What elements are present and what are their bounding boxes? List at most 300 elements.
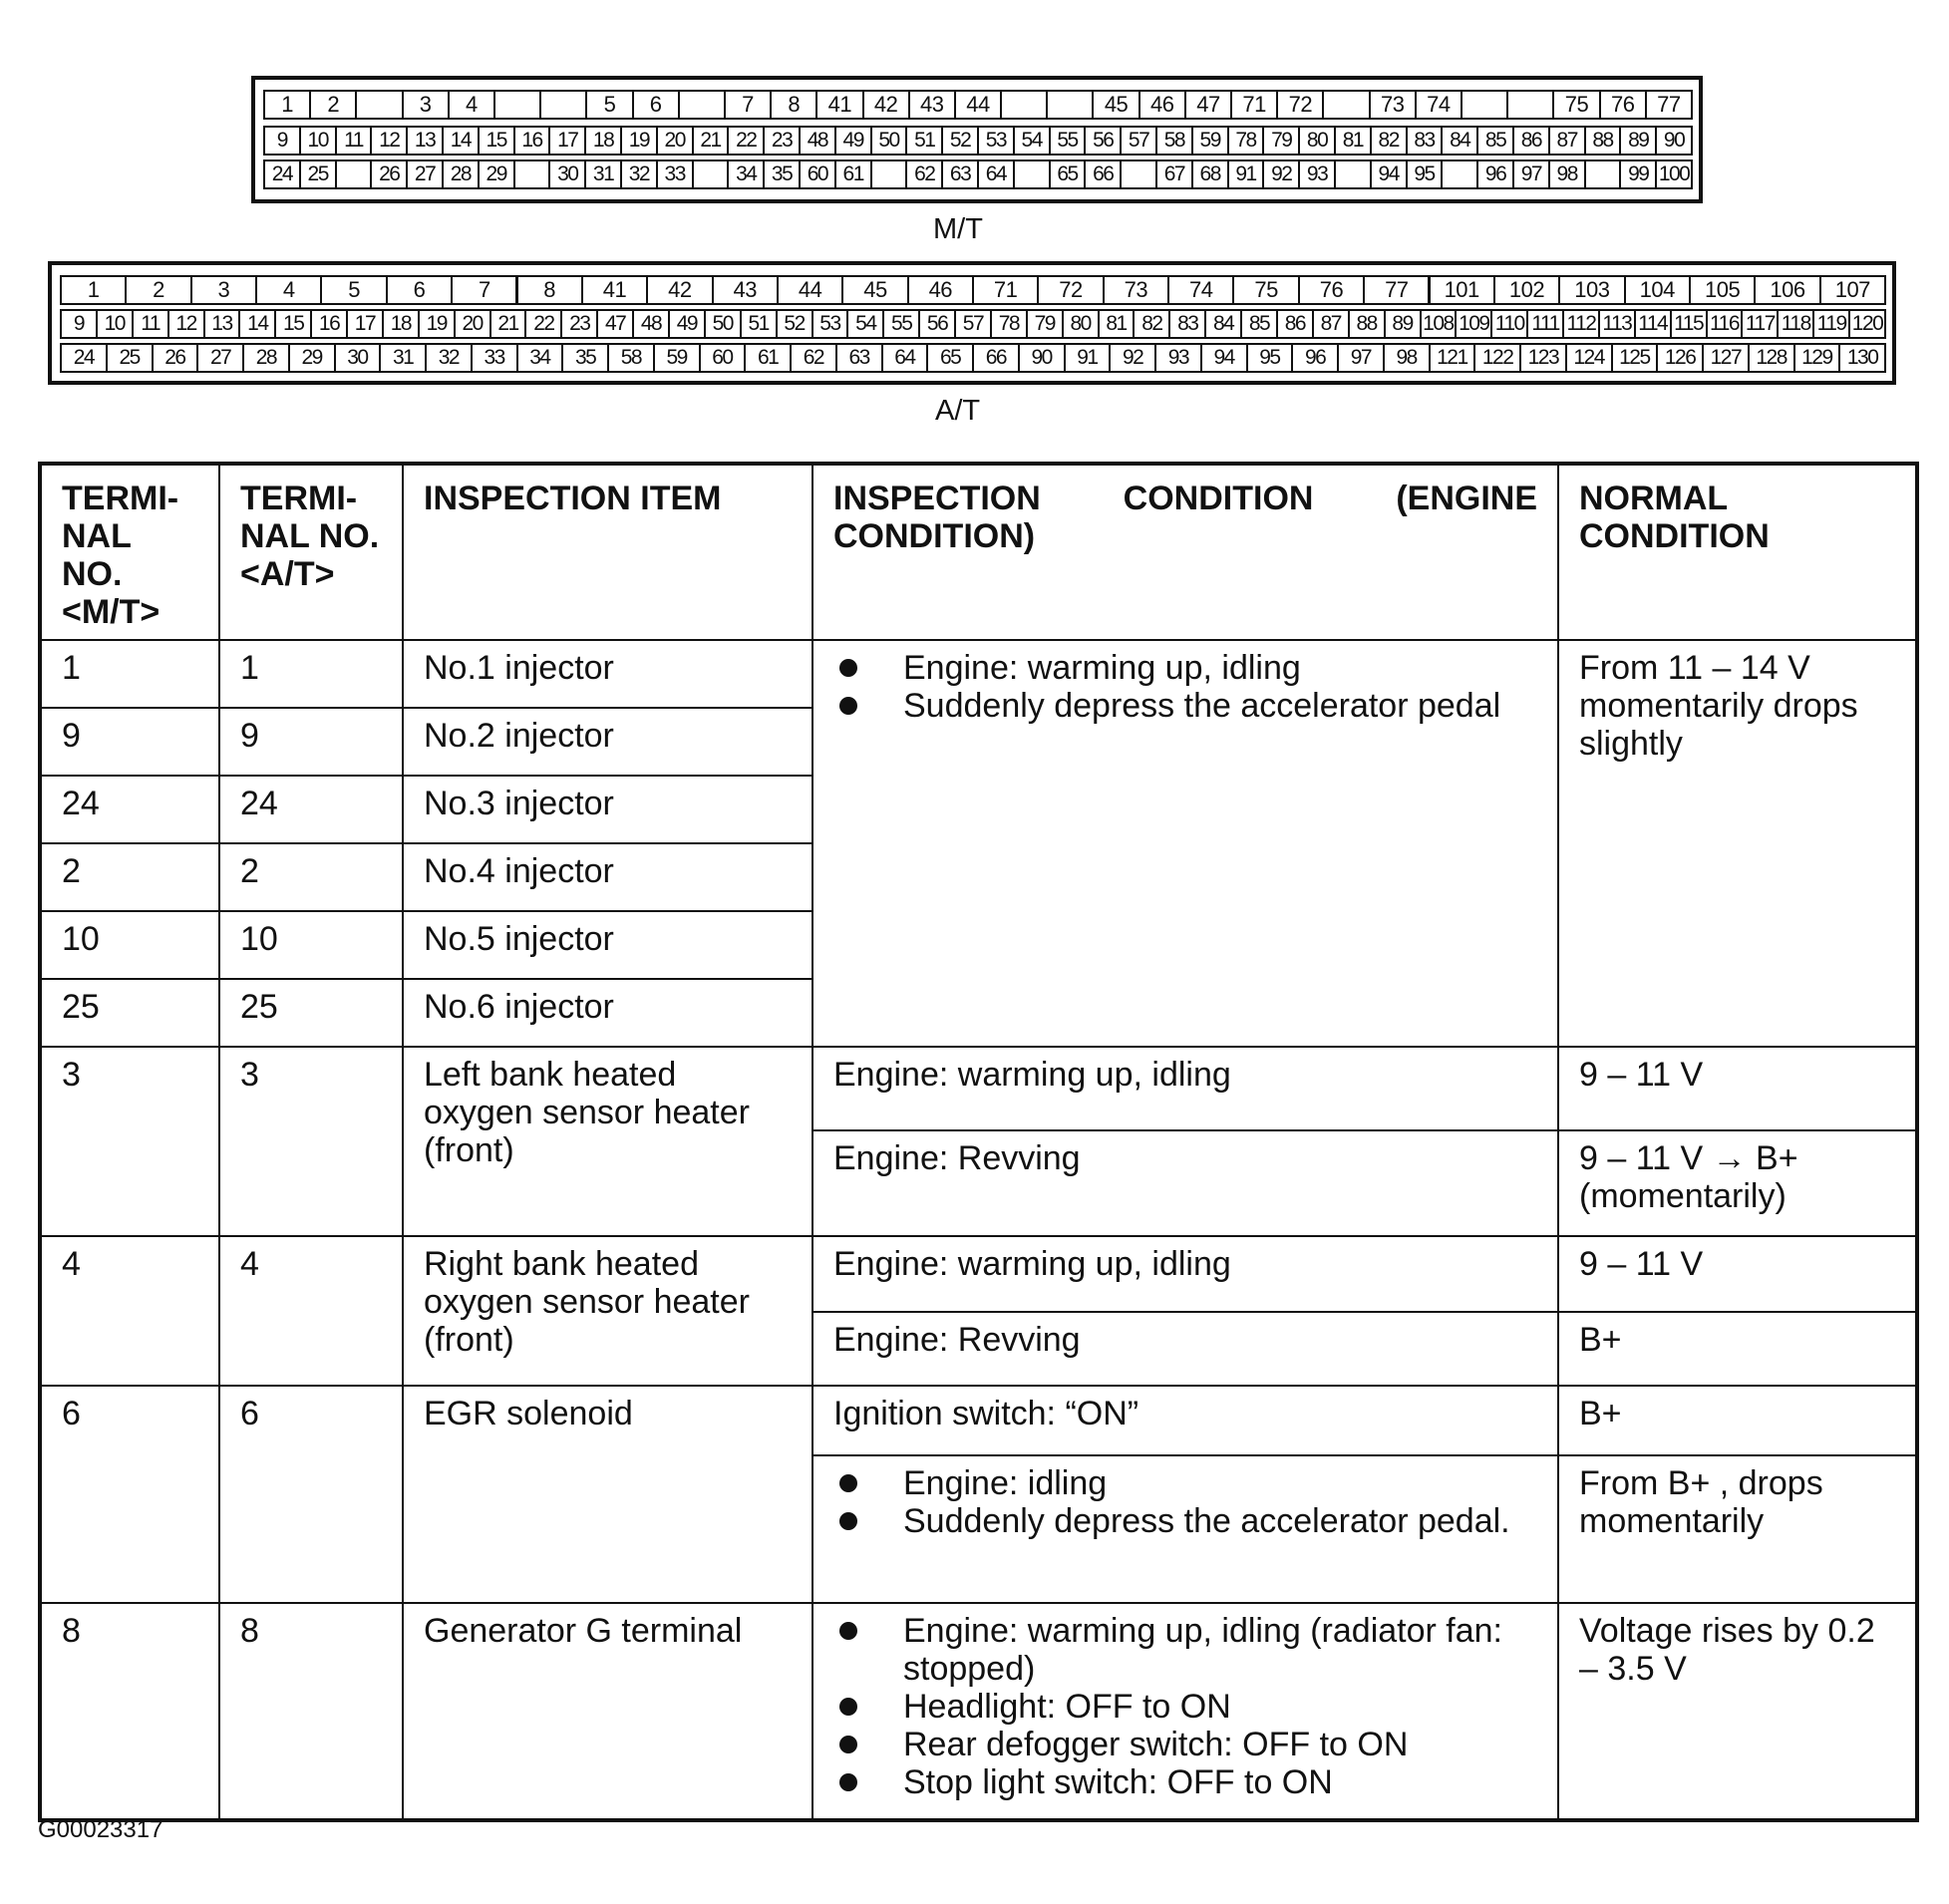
connector-pin: 65 [1049, 159, 1087, 189]
header-cond-word-4: CONDITION) [833, 517, 1036, 555]
connector-pin: 1 [60, 275, 127, 305]
connector-pin: 66 [1084, 159, 1122, 189]
normal-condition: 9 – 11 V [1558, 1047, 1917, 1130]
connector-pin-blank [1000, 90, 1048, 120]
injector-condition-list [833, 649, 1537, 725]
terminal-at: 10 [219, 911, 403, 979]
connector-pin-blank [1506, 90, 1554, 120]
connector-pin: 21 [489, 309, 527, 339]
connector-pin: 60 [799, 159, 836, 189]
at-connector-row-3 [60, 343, 1884, 375]
list-item: Engine: warming up, idling (radiator fan: stopped) [833, 1612, 1537, 1688]
connector-pin: 16 [310, 309, 348, 339]
connector-pin: 68 [1191, 159, 1229, 189]
connector-pin: 93 [1154, 343, 1202, 373]
terminal-mt: 24 [40, 776, 219, 843]
connector-pin: 54 [846, 309, 884, 339]
connector-pin: 94 [1370, 159, 1408, 189]
connector-pin-blank [1461, 90, 1508, 120]
connector-pin: 17 [548, 126, 586, 156]
header-terminal-mt: TERMI-NAL NO. <M/T> [40, 464, 219, 640]
connector-pin: 106 [1754, 275, 1820, 305]
connector-pin: 42 [862, 90, 910, 120]
connector-pin: 67 [1155, 159, 1193, 189]
connector-pin: 93 [1298, 159, 1336, 189]
list-item: Engine: warming up, idling [833, 649, 1537, 687]
terminal-mt: 1 [40, 640, 219, 708]
connector-pin: 46 [1138, 90, 1186, 120]
connector-pin-blank [870, 159, 908, 189]
connector-pin: 3 [402, 90, 450, 120]
connector-pin: 60 [699, 343, 747, 373]
connector-pin: 51 [905, 126, 943, 156]
connector-pin: 82 [1133, 309, 1170, 339]
inspection-condition: Engine: Revving [812, 1312, 1558, 1386]
connector-pin-blank [1322, 90, 1370, 120]
connector-pin: 90 [1655, 126, 1693, 156]
connector-pin: 97 [1337, 343, 1385, 373]
table-row [40, 1603, 1917, 1820]
connector-pin: 14 [442, 126, 480, 156]
mt-connector-row-2 [263, 126, 1691, 158]
connector-pin: 77 [1645, 90, 1693, 120]
connector-pin: 55 [1049, 126, 1087, 156]
connector-pin: 18 [584, 126, 622, 156]
connector-pin: 127 [1702, 343, 1750, 373]
mt-connector-row-3 [263, 159, 1691, 191]
normal-condition: B+ [1558, 1386, 1917, 1455]
connector-pin: 82 [1370, 126, 1408, 156]
connector-pin: 49 [834, 126, 872, 156]
connector-pin: 55 [882, 309, 920, 339]
connector-pin: 94 [1200, 343, 1248, 373]
connector-pin: 23 [763, 126, 801, 156]
connector-pin: 27 [196, 343, 244, 373]
connector-pin: 52 [941, 126, 979, 156]
connector-pin: 91 [1227, 159, 1265, 189]
connector-pin: 81 [1098, 309, 1136, 339]
connector-pin: 34 [516, 343, 564, 373]
terminal-at: 24 [219, 776, 403, 843]
at-connector-row-1 [60, 275, 1884, 307]
terminal-mt: 9 [40, 708, 219, 776]
connector-pin: 95 [1246, 343, 1294, 373]
list-item: Headlight: OFF to ON [833, 1688, 1537, 1726]
table-row [40, 1047, 1917, 1130]
connector-pin: 85 [1240, 309, 1278, 339]
connector-pin: 87 [1548, 126, 1586, 156]
connector-pin: 86 [1276, 309, 1314, 339]
connector-pin: 30 [548, 159, 586, 189]
inspection-condition: Engine: warming up, idling [812, 1236, 1558, 1312]
inspection-table [38, 462, 1919, 1822]
connector-pin: 71 [972, 275, 1039, 305]
connector-pin: 23 [560, 309, 598, 339]
table-row [40, 1236, 1917, 1312]
inspection-item: No.5 injector [403, 911, 812, 979]
connector-pin: 9 [263, 126, 301, 156]
connector-pin: 46 [907, 275, 974, 305]
connector-pin: 112 [1562, 309, 1600, 339]
injector-normal-condition: From 11 – 14 V momentarily drops slightly [1558, 640, 1917, 1047]
connector-pin: 116 [1706, 309, 1744, 339]
list-item: Suddenly depress the accelerator pedal. [833, 1502, 1537, 1540]
at-connector-caption: A/T [935, 395, 981, 427]
connector-pin: 6 [386, 275, 453, 305]
connector-pin: 110 [1490, 309, 1528, 339]
connector-pin: 84 [1204, 309, 1242, 339]
connector-pin-blank [539, 90, 587, 120]
connector-pin: 35 [763, 159, 801, 189]
connector-pin: 96 [1291, 343, 1339, 373]
terminal-at: 25 [219, 979, 403, 1047]
connector-pin: 122 [1473, 343, 1521, 373]
connector-pin: 13 [203, 309, 241, 339]
inspection-item: No.6 injector [403, 979, 812, 1047]
connector-pin: 95 [1406, 159, 1444, 189]
mt-connector-row-1 [263, 90, 1691, 122]
connector-pin: 66 [972, 343, 1020, 373]
connector-pin: 125 [1611, 343, 1659, 373]
connector-pin: 11 [335, 126, 373, 156]
connector-pin: 64 [977, 159, 1015, 189]
connector-pin: 41 [815, 90, 863, 120]
table-row [40, 1386, 1917, 1455]
connector-pin: 4 [255, 275, 322, 305]
inspection-condition: Ignition switch: “ON” [812, 1386, 1558, 1455]
connector-pin: 109 [1455, 309, 1492, 339]
connector-pin: 13 [406, 126, 444, 156]
connector-pin: 58 [1155, 126, 1193, 156]
connector-pin: 14 [238, 309, 276, 339]
mt-connector-caption: M/T [933, 213, 983, 245]
connector-pin: 33 [471, 343, 518, 373]
terminal-mt: 3 [40, 1047, 219, 1236]
terminal-at: 9 [219, 708, 403, 776]
connector-pin: 16 [513, 126, 551, 156]
connector-pin: 107 [1819, 275, 1886, 305]
connector-pin-blank [692, 159, 730, 189]
connector-pin: 50 [870, 126, 908, 156]
connector-pin: 48 [632, 309, 670, 339]
terminal-mt: 10 [40, 911, 219, 979]
connector-pin: 92 [1109, 343, 1156, 373]
connector-pin: 104 [1624, 275, 1691, 305]
connector-pin: 123 [1519, 343, 1567, 373]
normal-condition: 9 – 11 V → B+ (momentarily) [1558, 1130, 1917, 1236]
connector-pin: 119 [1812, 309, 1850, 339]
connector-pin: 19 [418, 309, 456, 339]
connector-pin: 27 [406, 159, 444, 189]
connector-pin: 2 [309, 90, 357, 120]
connector-pin: 97 [1512, 159, 1550, 189]
connector-pin: 126 [1656, 343, 1704, 373]
connector-pin: 73 [1103, 275, 1169, 305]
inspection-condition [812, 1603, 1558, 1820]
connector-pin: 59 [653, 343, 701, 373]
header-inspection-condition [812, 464, 1558, 640]
connector-pin: 129 [1793, 343, 1841, 373]
terminal-at: 4 [219, 1236, 403, 1386]
connector-pin: 124 [1565, 343, 1613, 373]
connector-pin: 32 [425, 343, 473, 373]
inspection-item: Right bank heated oxygen sensor heater (front) [403, 1236, 812, 1386]
connector-pin: 44 [954, 90, 1002, 120]
connector-pin: 85 [1476, 126, 1514, 156]
connector-pin: 42 [646, 275, 713, 305]
connector-pin: 15 [274, 309, 312, 339]
connector-pin: 58 [607, 343, 655, 373]
connector-pin: 87 [1312, 309, 1350, 339]
connector-pin: 74 [1167, 275, 1234, 305]
inspection-item: EGR solenoid [403, 1386, 812, 1603]
connector-pin: 59 [1191, 126, 1229, 156]
connector-pin: 79 [1262, 126, 1300, 156]
connector-pin-blank [335, 159, 373, 189]
connector-pin: 54 [1013, 126, 1051, 156]
connector-pin: 108 [1420, 309, 1458, 339]
connector-pin-blank [1046, 90, 1094, 120]
terminal-at: 6 [219, 1386, 403, 1603]
connector-pin: 43 [908, 90, 956, 120]
terminal-mt: 6 [40, 1386, 219, 1603]
connector-pin: 49 [668, 309, 706, 339]
connector-pin: 105 [1689, 275, 1756, 305]
connector-pin: 83 [1168, 309, 1206, 339]
connector-pin: 3 [190, 275, 257, 305]
connector-pin: 74 [1415, 90, 1462, 120]
connector-pin: 21 [692, 126, 730, 156]
connector-pin: 45 [841, 275, 908, 305]
header-inspection-item: INSPECTION ITEM [403, 464, 812, 640]
connector-pin-blank [1584, 159, 1622, 189]
connector-pin: 92 [1262, 159, 1300, 189]
connector-pin: 75 [1232, 275, 1299, 305]
mt-connector-diagram [251, 76, 1703, 203]
connector-pin: 63 [941, 159, 979, 189]
connector-pin: 117 [1741, 309, 1779, 339]
connector-pin: 89 [1619, 126, 1657, 156]
inspection-item: No.3 injector [403, 776, 812, 843]
list-item: Stop light switch: OFF to ON [833, 1763, 1537, 1801]
list-item: Rear defogger switch: OFF to ON [833, 1726, 1537, 1763]
connector-pin: 26 [370, 159, 408, 189]
connector-pin: 89 [1384, 309, 1422, 339]
connector-pin: 12 [370, 126, 408, 156]
connector-pin: 30 [334, 343, 382, 373]
at-connector-row-2 [60, 309, 1884, 341]
connector-pin: 98 [1548, 159, 1586, 189]
connector-pin: 47 [1184, 90, 1232, 120]
connector-pin: 91 [1064, 343, 1112, 373]
connector-pin: 90 [1018, 343, 1066, 373]
connector-pin: 113 [1598, 309, 1636, 339]
connector-pin: 88 [1348, 309, 1386, 339]
connector-pin: 28 [242, 343, 290, 373]
connector-pin: 9 [60, 309, 98, 339]
connector-pin: 11 [132, 309, 169, 339]
connector-pin: 102 [1493, 275, 1560, 305]
connector-pin: 103 [1558, 275, 1625, 305]
connector-pin: 84 [1441, 126, 1478, 156]
connector-pin: 48 [799, 126, 836, 156]
terminal-mt: 4 [40, 1236, 219, 1386]
connector-pin-blank [1120, 159, 1157, 189]
connector-pin-blank [513, 159, 551, 189]
connector-pin: 7 [724, 90, 772, 120]
connector-pin: 2 [125, 275, 191, 305]
connector-pin: 78 [990, 309, 1028, 339]
connector-pin: 118 [1777, 309, 1814, 339]
connector-pin: 72 [1037, 275, 1104, 305]
connector-pin: 17 [346, 309, 384, 339]
connector-pin: 33 [656, 159, 694, 189]
connector-pin: 32 [620, 159, 658, 189]
inspection-item: No.4 injector [403, 843, 812, 911]
list-item: Suddenly depress the accelerator pedal [833, 687, 1537, 725]
connector-pin: 61 [744, 343, 792, 373]
connector-pin: 24 [60, 343, 108, 373]
connector-pin: 45 [1092, 90, 1139, 120]
header-cond-word-3: (ENGINE [1396, 479, 1537, 517]
connector-pin: 99 [1619, 159, 1657, 189]
connector-pin: 56 [918, 309, 956, 339]
connector-pin: 128 [1748, 343, 1795, 373]
connector-pin: 20 [656, 126, 694, 156]
connector-pin: 83 [1406, 126, 1444, 156]
connector-pin: 50 [704, 309, 742, 339]
terminal-mt: 25 [40, 979, 219, 1047]
terminal-at: 8 [219, 1603, 403, 1820]
terminal-at: 1 [219, 640, 403, 708]
header-cond-word-1: INSPECTION [833, 479, 1041, 517]
list-item: Engine: idling [833, 1464, 1537, 1502]
connector-pin: 56 [1084, 126, 1122, 156]
connector-pin: 5 [320, 275, 387, 305]
inspection-item: No.2 injector [403, 708, 812, 776]
connector-pin: 1 [263, 90, 311, 120]
connector-pin: 53 [977, 126, 1015, 156]
connector-pin: 52 [776, 309, 813, 339]
connector-pin: 18 [382, 309, 420, 339]
connector-pin: 8 [770, 90, 817, 120]
connector-pin: 120 [1848, 309, 1886, 339]
at-connector-diagram [48, 261, 1896, 385]
connector-pin: 15 [478, 126, 515, 156]
connector-pin: 41 [581, 275, 648, 305]
header-normal-condition: NORMAL CONDITION [1558, 464, 1917, 640]
connector-pin: 86 [1512, 126, 1550, 156]
connector-pin: 76 [1599, 90, 1647, 120]
figure-id: G00023317 [38, 1816, 163, 1843]
connector-pin: 12 [167, 309, 205, 339]
connector-pin: 73 [1369, 90, 1417, 120]
inspection-item: Left bank heated oxygen sensor heater (front) [403, 1047, 812, 1236]
connector-pin: 100 [1655, 159, 1693, 189]
connector-pin: 29 [478, 159, 515, 189]
connector-pin: 26 [152, 343, 199, 373]
inspection-condition: Engine: Revving [812, 1130, 1558, 1236]
connector-pin: 80 [1062, 309, 1100, 339]
connector-pin: 10 [299, 126, 337, 156]
connector-pin: 76 [1298, 275, 1365, 305]
connector-pin: 25 [106, 343, 154, 373]
connector-pin: 10 [96, 309, 134, 339]
table-row [40, 640, 1917, 708]
normal-condition: From B+ , drops momentarily [1558, 1455, 1917, 1603]
connector-pin: 88 [1584, 126, 1622, 156]
connector-pin: 101 [1429, 275, 1495, 305]
connector-pin: 4 [448, 90, 495, 120]
connector-pin: 115 [1670, 309, 1708, 339]
connector-pin: 28 [442, 159, 480, 189]
egr-condition-list [833, 1464, 1537, 1540]
connector-pin-blank [355, 90, 403, 120]
connector-pin: 81 [1334, 126, 1372, 156]
connector-pin: 31 [584, 159, 622, 189]
connector-pin-blank [1013, 159, 1051, 189]
injector-condition [812, 640, 1558, 1047]
connector-pin: 29 [288, 343, 336, 373]
connector-pin: 96 [1476, 159, 1514, 189]
connector-pin: 47 [596, 309, 634, 339]
connector-pin: 22 [524, 309, 562, 339]
inspection-condition: Engine: warming up, idling [812, 1047, 1558, 1130]
connector-pin: 19 [620, 126, 658, 156]
connector-pin: 51 [740, 309, 778, 339]
connector-pin: 61 [834, 159, 872, 189]
connector-pin: 72 [1276, 90, 1324, 120]
normal-condition: 9 – 11 V [1558, 1236, 1917, 1312]
connector-pin: 53 [812, 309, 849, 339]
normal-condition: Voltage rises by 0.2 – 3.5 V [1558, 1603, 1917, 1820]
connector-pin: 71 [1230, 90, 1278, 120]
inspection-condition [812, 1455, 1558, 1603]
connector-pin-blank [678, 90, 726, 120]
header-terminal-at: TERMI-NAL NO. <A/T> [219, 464, 403, 640]
connector-pin: 63 [835, 343, 883, 373]
connector-pin: 57 [954, 309, 992, 339]
connector-pin: 8 [516, 275, 583, 305]
connector-pin-blank [1441, 159, 1478, 189]
connector-pin: 25 [299, 159, 337, 189]
connector-pin: 31 [379, 343, 427, 373]
terminal-at: 3 [219, 1047, 403, 1236]
connector-pin: 75 [1552, 90, 1600, 120]
connector-pin: 77 [1363, 275, 1430, 305]
connector-pin: 20 [454, 309, 491, 339]
connector-pin: 98 [1383, 343, 1431, 373]
inspection-item: Generator G terminal [403, 1603, 812, 1820]
inspection-item: No.1 injector [403, 640, 812, 708]
connector-pin: 57 [1120, 126, 1157, 156]
connector-pin: 111 [1526, 309, 1564, 339]
connector-pin: 121 [1429, 343, 1476, 373]
terminal-at: 2 [219, 843, 403, 911]
connector-pin: 5 [585, 90, 633, 120]
connector-pin: 62 [790, 343, 837, 373]
connector-pin: 24 [263, 159, 301, 189]
connector-pin: 80 [1298, 126, 1336, 156]
connector-pin: 65 [926, 343, 974, 373]
connector-pin: 43 [712, 275, 779, 305]
connector-pin: 22 [727, 126, 765, 156]
connector-pin: 78 [1227, 126, 1265, 156]
normal-condition: B+ [1558, 1312, 1917, 1386]
connector-pin: 7 [451, 275, 517, 305]
connector-pin-blank [493, 90, 541, 120]
connector-pin: 64 [881, 343, 929, 373]
